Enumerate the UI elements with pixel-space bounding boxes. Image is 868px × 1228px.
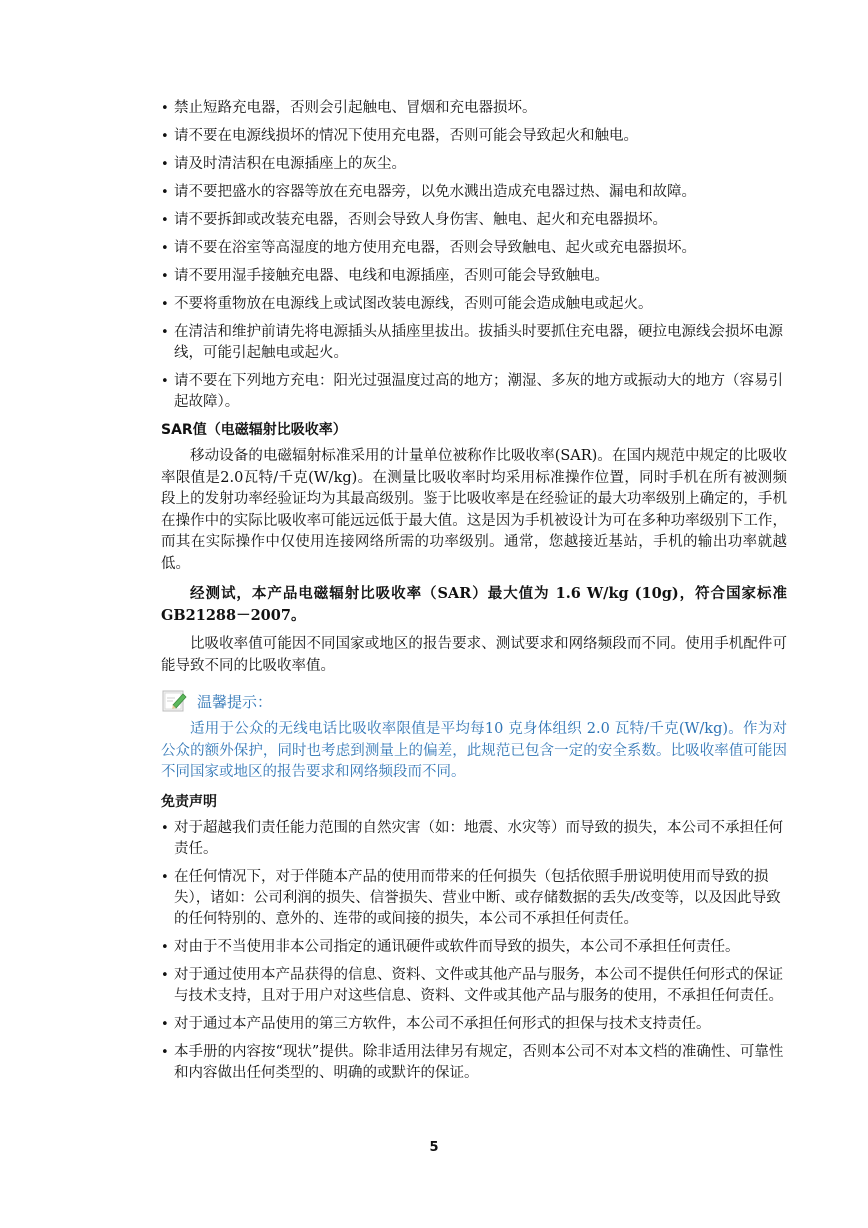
disclaimer-heading: 免责声明 — [161, 793, 217, 810]
tip-title: 温馨提示： — [197, 692, 273, 711]
tip-header — [161, 687, 787, 715]
list-item: • 对于超越我们责任能力范围的自然灾害（如：地震、水灾等）而导致的损失，本公司不承担任何责任。 — [161, 818, 787, 860]
safety-bullet-list — [161, 98, 787, 413]
list-item: • 对由于不当使用非本公司指定的通讯硬件或软件而导致的损失，本公司不承担任何责任。 — [161, 937, 787, 958]
tip-text: 适用于公众的无线电话比吸收率限值是平均每10 克身体组织 2.0 瓦特/千克(W/kg)。作为对公众的额外保护，同时也考虑到测量上的偏差，此规范已包含一定的安全系数。比吸收率值可能因不同国家或地区的报告要求和网络频段而不同。 — [161, 721, 787, 780]
sar-paragraph-1: 移动设备的电磁辐射标准采用的计量单位被称作比吸收率(SAR)。在国内规范中规定的比吸收率限值是2.0瓦特/千克(W/kg)。在测量比吸收率时均采用标准操作位置，同时手机在所有被测频段上的发射功率经验证均为其最高级别。鉴于比吸收率是在经验证的最大功率级别上确定的，手机在操作中的实际比吸收率可能远远低于最大值。这是因为手机被设计为可在多种功率级别下工作，而其在实际操作中仅使用连接网络所需的功率级别。通常，您越接近基站，手机的输出功率就越低。 — [161, 448, 787, 572]
note-pencil-icon — [161, 687, 189, 715]
list-item: • 请不要拆卸或改装充电器，否则会导致人身伤害、触电、起火和充电器损坏。 — [161, 210, 787, 231]
list-item: • 禁止短路充电器，否则会引起触电、冒烟和充电器损坏。 — [161, 98, 787, 119]
list-item: • 对于通过本产品使用的第三方软件，本公司不承担任何形式的担保与技术支持责任。 — [161, 1014, 787, 1035]
page-number: 5 — [429, 1140, 439, 1155]
page-content — [161, 98, 787, 1091]
sar-test-result: 经测试，本产品电磁辐射比吸收率（SAR）最大值为 1.6 W/kg (10g)，符合国家标准GB21288－2007。 — [161, 585, 787, 624]
list-item: • 本手册的内容按“现状”提供。除非适用法律另有规定，否则本公司不对本文档的准确性、可靠性和内容做出任何类型的、明确的或默许的保证。 — [161, 1042, 787, 1084]
list-item: • 对于通过使用本产品获得的信息、资料、文件或其他产品与服务，本公司不提供任何形式的保证与技术支持，且对于用户对这些信息、资料、文件或其他产品与服务的使用，不承担任何责任。 — [161, 965, 787, 1007]
disclaimer-bullet-list — [161, 818, 787, 1084]
sar-heading: SAR值（电磁辐射比吸收率） — [161, 422, 347, 438]
list-item: • 请不要在电源线损坏的情况下使用充电器，否则可能会导致起火和触电。 — [161, 126, 787, 147]
list-item: • 请不要把盛水的容器等放在充电器旁，以免水溅出造成充电器过热、漏电和故障。 — [161, 182, 787, 203]
list-item: • 在任何情况下，对于伴随本产品的使用而带来的任何损失（包括依照手册说明使用而导致的损失），诸如：公司利润的损失、信誉损失、营业中断、或存储数据的丢失/改变等，以及因此导致的任何特别的、意外的、连带的或间接的损失，本公司不承担任何责任。 — [161, 867, 787, 930]
list-item: • 请不要在浴室等高湿度的地方使用充电器，否则会导致触电、起火或充电器损坏。 — [161, 238, 787, 259]
list-item: • 请及时清洁积在电源插座上的灰尘。 — [161, 154, 787, 175]
list-item: • 请不要在下列地方充电：阳光过强温度过高的地方；潮湿、多灰的地方或振动大的地方（容易引起故障）。 — [161, 371, 787, 413]
list-item: • 请不要用湿手接触充电器、电线和电源插座，否则可能会导致触电。 — [161, 266, 787, 287]
list-item: • 在清洁和维护前请先将电源插头从插座里拔出。拔插头时要抓住充电器，硬拉电源线会损坏电源线，可能引起触电或起火。 — [161, 322, 787, 364]
sar-paragraph-3: 比吸收率值可能因不同国家或地区的报告要求、测试要求和网络频段而不同。使用手机配件可能导致不同的比吸收率值。 — [161, 636, 787, 674]
list-item: • 不要将重物放在电源线上或试图改装电源线，否则可能会造成触电或起火。 — [161, 294, 787, 315]
